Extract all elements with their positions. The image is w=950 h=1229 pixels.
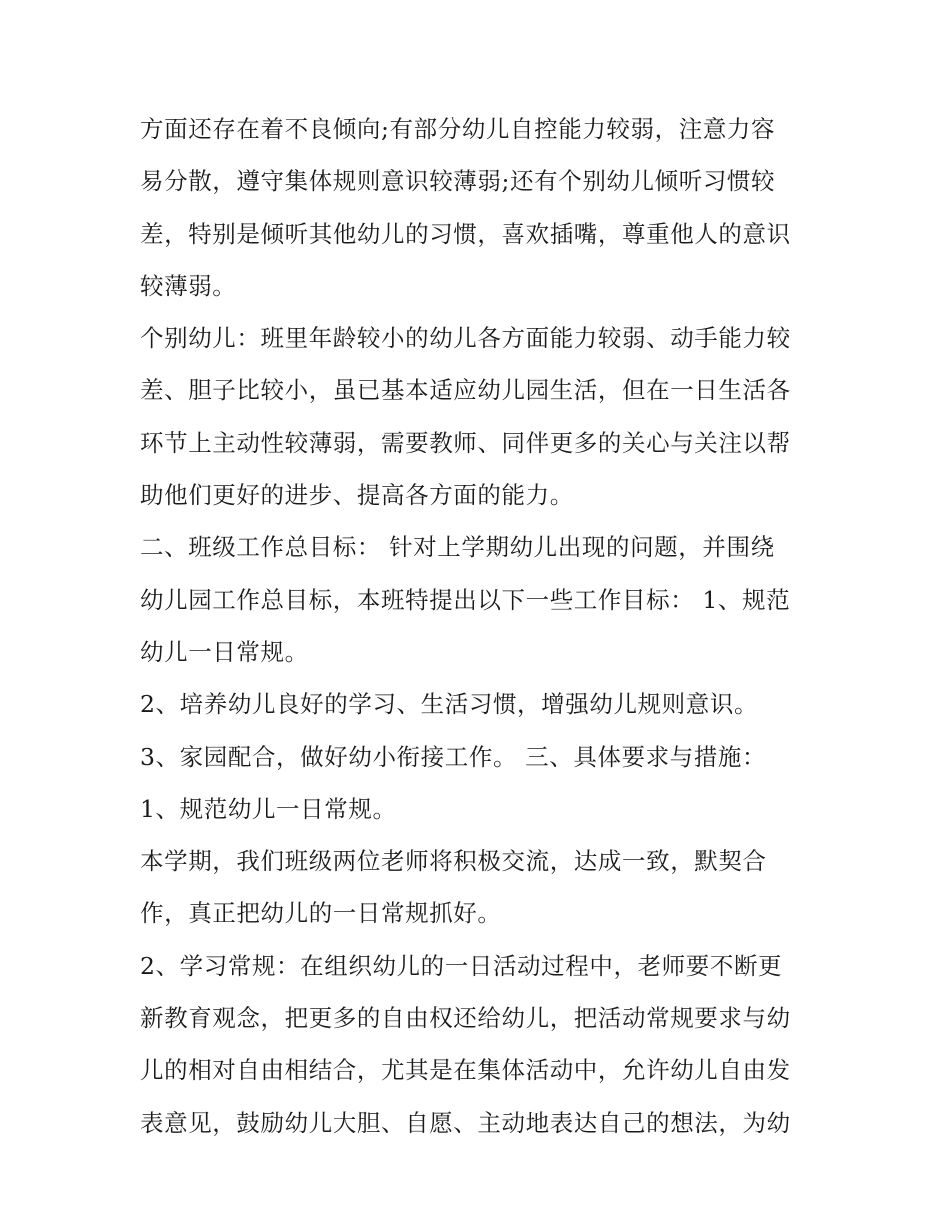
text-line: 易分散，遵守集体规则意识较薄弱;还有个别幼儿倾听习惯较 xyxy=(140,167,776,196)
text-line: 个别幼儿：班里年龄较小的幼儿各方面能力较弱、动手能力较 xyxy=(140,324,791,353)
text-line: 1、规范幼儿一日常规。 xyxy=(140,794,397,823)
text-line: 差，特别是倾听其他幼儿的习惯，喜欢插嘴，尊重他人的意识 xyxy=(140,219,791,248)
text-line: 幼儿一日常规。 xyxy=(140,637,309,666)
text-line: 本学期，我们班级两位老师将积极交流，达成一致，默契合 xyxy=(140,847,767,876)
text-line: 差、胆子比较小，虽已基本适应幼儿园生活，但在一日生活各 xyxy=(140,376,791,405)
text-line: 新教育观念，把更多的自由权还给幼儿，把活动常规要求与幼 xyxy=(140,1004,791,1033)
text-line: 较薄弱。 xyxy=(140,271,237,300)
text-line: 2、培养幼儿良好的学习、生活习惯，增强幼儿规则意识。 xyxy=(140,690,759,719)
section-heading-line: 二、班级工作总目标： 针对上学期幼儿出现的问题，并围绕 xyxy=(140,533,775,562)
text-line: 2、学习常规：在组织幼儿的一日活动过程中，老师要不断更 xyxy=(140,951,783,980)
text-line: 作，真正把幼儿的一日常规抓好。 xyxy=(140,899,502,928)
text-line: 幼儿园工作总目标，本班特提出以下一些工作目标： 1、规范 xyxy=(140,585,791,614)
text-line: 儿的相对自由相结合，尤其是在集体活动中，允许幼儿自由发 xyxy=(140,1056,791,1085)
text-line: 环节上主动性较薄弱，需要教师、同伴更多的关心与关注以帮 xyxy=(140,428,791,457)
text-line: 助他们更好的进步、提高各方面的能力。 xyxy=(140,481,574,510)
text-line: 表意见，鼓励幼儿大胆、自愿、主动地表达自己的想法，为幼 xyxy=(140,1108,791,1137)
document-body xyxy=(140,103,820,1149)
text-line: 3、家园配合，做好幼小衔接工作。 三、具体要求与措施： xyxy=(140,742,767,771)
text-line: 方面还存在着不良倾向;有部分幼儿自控能力较弱，注意力容 xyxy=(140,115,776,143)
